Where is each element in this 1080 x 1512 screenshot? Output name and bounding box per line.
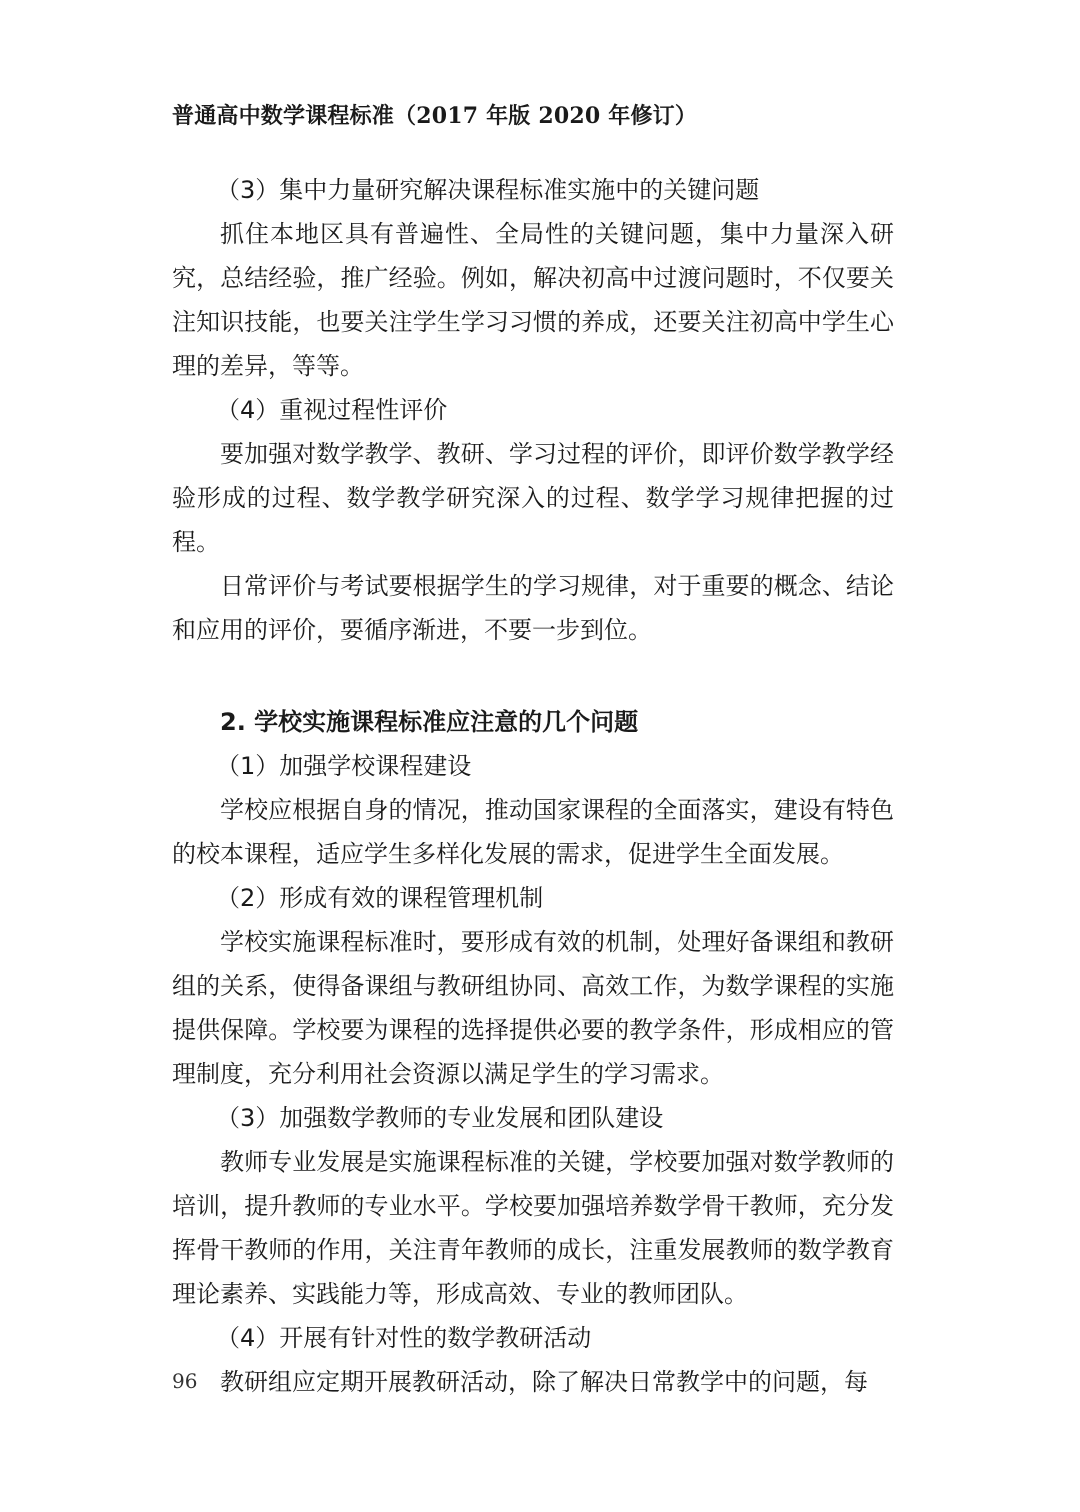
paragraph: 教研组应定期开展教研活动，除了解决日常教学中的问题，每 [220, 1368, 868, 1396]
section-heading: 2. 学校实施课程标准应注意的几个问题 [220, 708, 639, 736]
paragraph: 教师专业发展是实施课程标准的关键，学校要加强对数学教师的培训，提升教师的专业水平。学校要加强培养数学骨干教师，充分发挥骨干教师的作用，关注青年教师的成长，注重发展教师的数学教育理论素养、实践能力等，形成高效、专业的教师团队。 [172, 1148, 894, 1308]
subheading-process-evaluation: （4）重视过程性评价 [216, 396, 448, 424]
paragraph: 抓住本地区具有普遍性、全局性的关键问题，集中力量深入研究，总结经验，推广经验。例如，解决初高中过渡问题时，不仅要关注知识技能，也要关注学生学习习惯的养成，还要关注初高中学生心理的差异，等等。 [172, 220, 894, 380]
page-number: 96 [172, 1369, 198, 1393]
paragraph: 学校实施课程标准时，要形成有效的机制，处理好备课组和教研组的关系，使得备课组与教研组协同、高效工作，为数学课程的实施提供保障。学校要为课程的选择提供必要的教学条件，形成相应的管理制度，充分利用社会资源以满足学生的学习需求。 [172, 928, 894, 1088]
subheading-school-curriculum: （1）加强学校课程建设 [216, 752, 472, 780]
subheading-teacher-development: （3）加强数学教师的专业发展和团队建设 [216, 1104, 664, 1132]
paragraph: 要加强对数学教学、教研、学习过程的评价，即评价数学教学经验形成的过程、数学教学研究深入的过程、数学学习规律把握的过程。 [172, 440, 894, 556]
paragraph: 学校应根据自身的情况，推动国家课程的全面落实，建设有特色的校本课程，适应学生多样化发展的需求，促进学生全面发展。 [172, 796, 894, 868]
subheading-management-mechanism: （2）形成有效的课程管理机制 [216, 884, 544, 912]
paragraph: 日常评价与考试要根据学生的学习规律，对于重要的概念、结论和应用的评价，要循序渐进，不要一步到位。 [172, 572, 894, 644]
running-header: 普通高中数学课程标准（2017 年版 2020 年修订） [172, 103, 698, 129]
subheading-teaching-research: （4）开展有针对性的数学教研活动 [216, 1324, 592, 1352]
page-body [172, 168, 894, 1404]
subheading-focus-key-problems: （3）集中力量研究解决课程标准实施中的关键问题 [216, 176, 760, 204]
